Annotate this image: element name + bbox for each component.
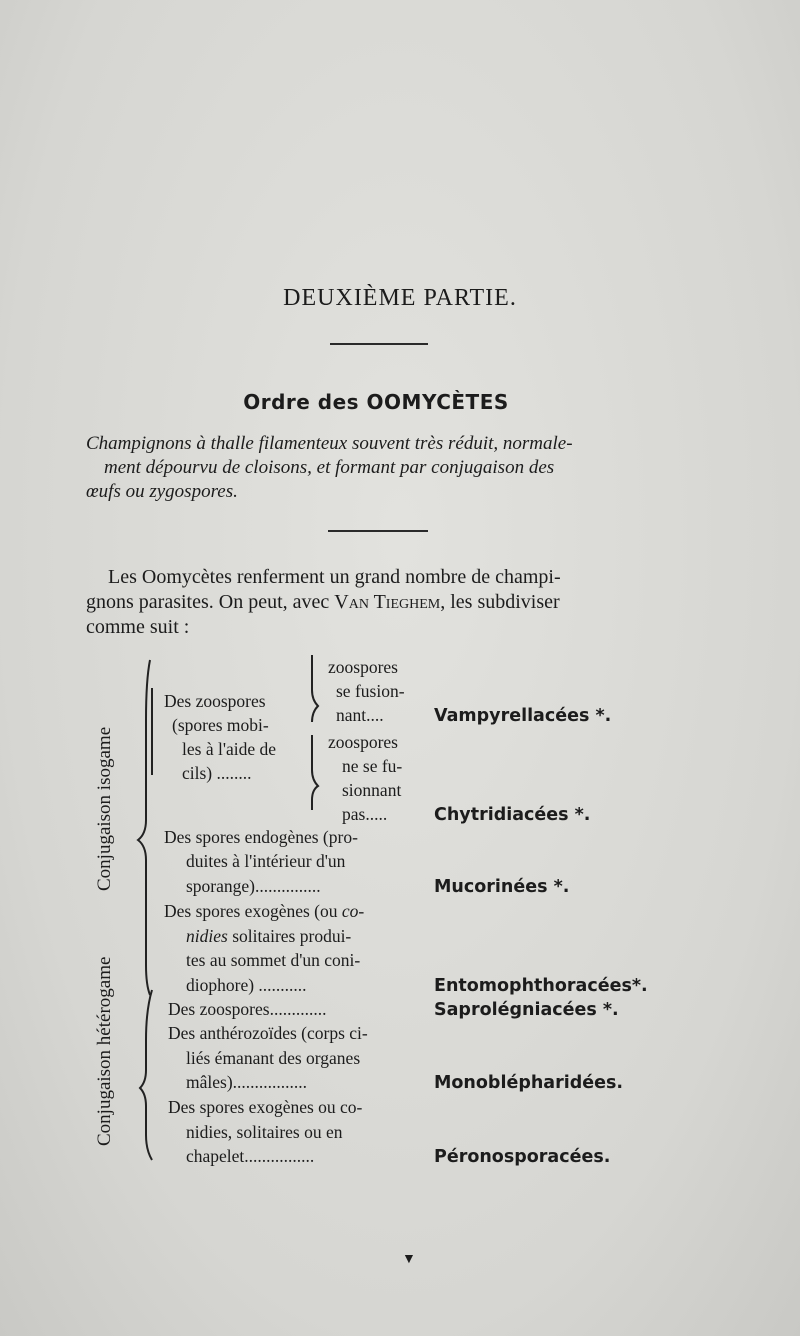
exogenous-chain-line: nidies, solitaires ou en	[186, 1122, 343, 1142]
fusing-line: nant....	[336, 705, 384, 725]
description-line: ment dépourvu de cloisons, et formant par conjugaison des	[104, 457, 555, 478]
zoospores-group-line: Des zoospores	[164, 691, 266, 711]
intro-line: Les Oomycètes renferment un grand nombre de champi-	[108, 566, 561, 588]
isogame-label-wrap	[25, 726, 185, 891]
exogenous-text: solitaires produi-	[227, 926, 352, 946]
zoospores-group-line: (spores mobi-	[172, 715, 269, 735]
family-mucorinees: Mucorinées *.	[434, 877, 570, 897]
description-line: œufs ou zygospores.	[86, 481, 238, 502]
fusing-line: se fusion-	[336, 681, 405, 701]
exogenous-text: Des spores exogènes (ou	[164, 901, 342, 921]
antherozoids-line: mâles).................	[186, 1072, 308, 1092]
endogenous-line: sporange)...............	[186, 876, 321, 896]
non-fusing-line: zoospores	[328, 732, 398, 752]
zoospores-group-line: cils) ........	[182, 763, 252, 783]
antherozoids-line: Des anthérozoïdes (corps ci-	[168, 1023, 368, 1043]
exogenous-line: diophore) ...........	[186, 975, 307, 995]
fusing-line: zoospores	[328, 657, 398, 677]
printer-mark-icon: ▼	[402, 1252, 416, 1267]
heterogame-label: Conjugaison hétérogame	[94, 956, 115, 1146]
intro-line: comme suit :	[86, 616, 190, 638]
exogenous-line: tes au sommet d'un coni-	[186, 950, 361, 970]
exogenous-chain-line: chapelet................	[186, 1146, 315, 1166]
heterogame-label-wrap	[20, 956, 190, 1146]
family-vampyrellacees: Vampyrellacées *.	[434, 706, 612, 726]
order-title: Ordre des OOMYCÈTES	[243, 390, 509, 414]
family-entomophthoracees: Entomophthoracées*.	[434, 976, 648, 996]
family-monoblepharidees: Monoblépharidées.	[434, 1073, 624, 1093]
author-name: Van Tieghem	[334, 591, 441, 613]
family-chytridiacees: Chytridiacées *.	[434, 805, 591, 825]
exogenous-chain-line: Des spores exogènes ou co-	[168, 1097, 363, 1117]
non-fusing-line: ne se fu-	[342, 756, 403, 776]
family-saprolegniacees: Saprolégniacées *.	[434, 1000, 619, 1020]
endogenous-line: duites à l'intérieur d'un	[186, 851, 346, 871]
non-fusing-line: sionnant	[342, 780, 402, 800]
antherozoids-line: liés émanant des organes	[186, 1048, 361, 1068]
non-fusing-line: pas.....	[342, 804, 388, 824]
endogenous-line: Des spores endogènes (pro-	[164, 827, 358, 847]
exogenous-line	[164, 899, 364, 923]
intro-text: gnons parasites. On peut, avec	[86, 591, 335, 613]
part-title: DEUXIÈME PARTIE.	[283, 285, 517, 311]
family-peronosporacees: Péronosporacées.	[434, 1147, 611, 1167]
heterogame-zoospores-line: Des zoospores.............	[168, 999, 327, 1019]
zoospores-group-line: les à l'aide de	[182, 739, 277, 759]
isogame-label: Conjugaison isogame	[94, 726, 115, 891]
exogenous-line	[186, 924, 351, 948]
exogenous-italic: nidies	[186, 926, 228, 946]
description-line: Champignons à thalle filamenteux souvent très réduit, normale-	[86, 433, 573, 454]
exogenous-italic: co-	[341, 901, 365, 921]
intro-text: , les subdiviser	[440, 591, 560, 613]
